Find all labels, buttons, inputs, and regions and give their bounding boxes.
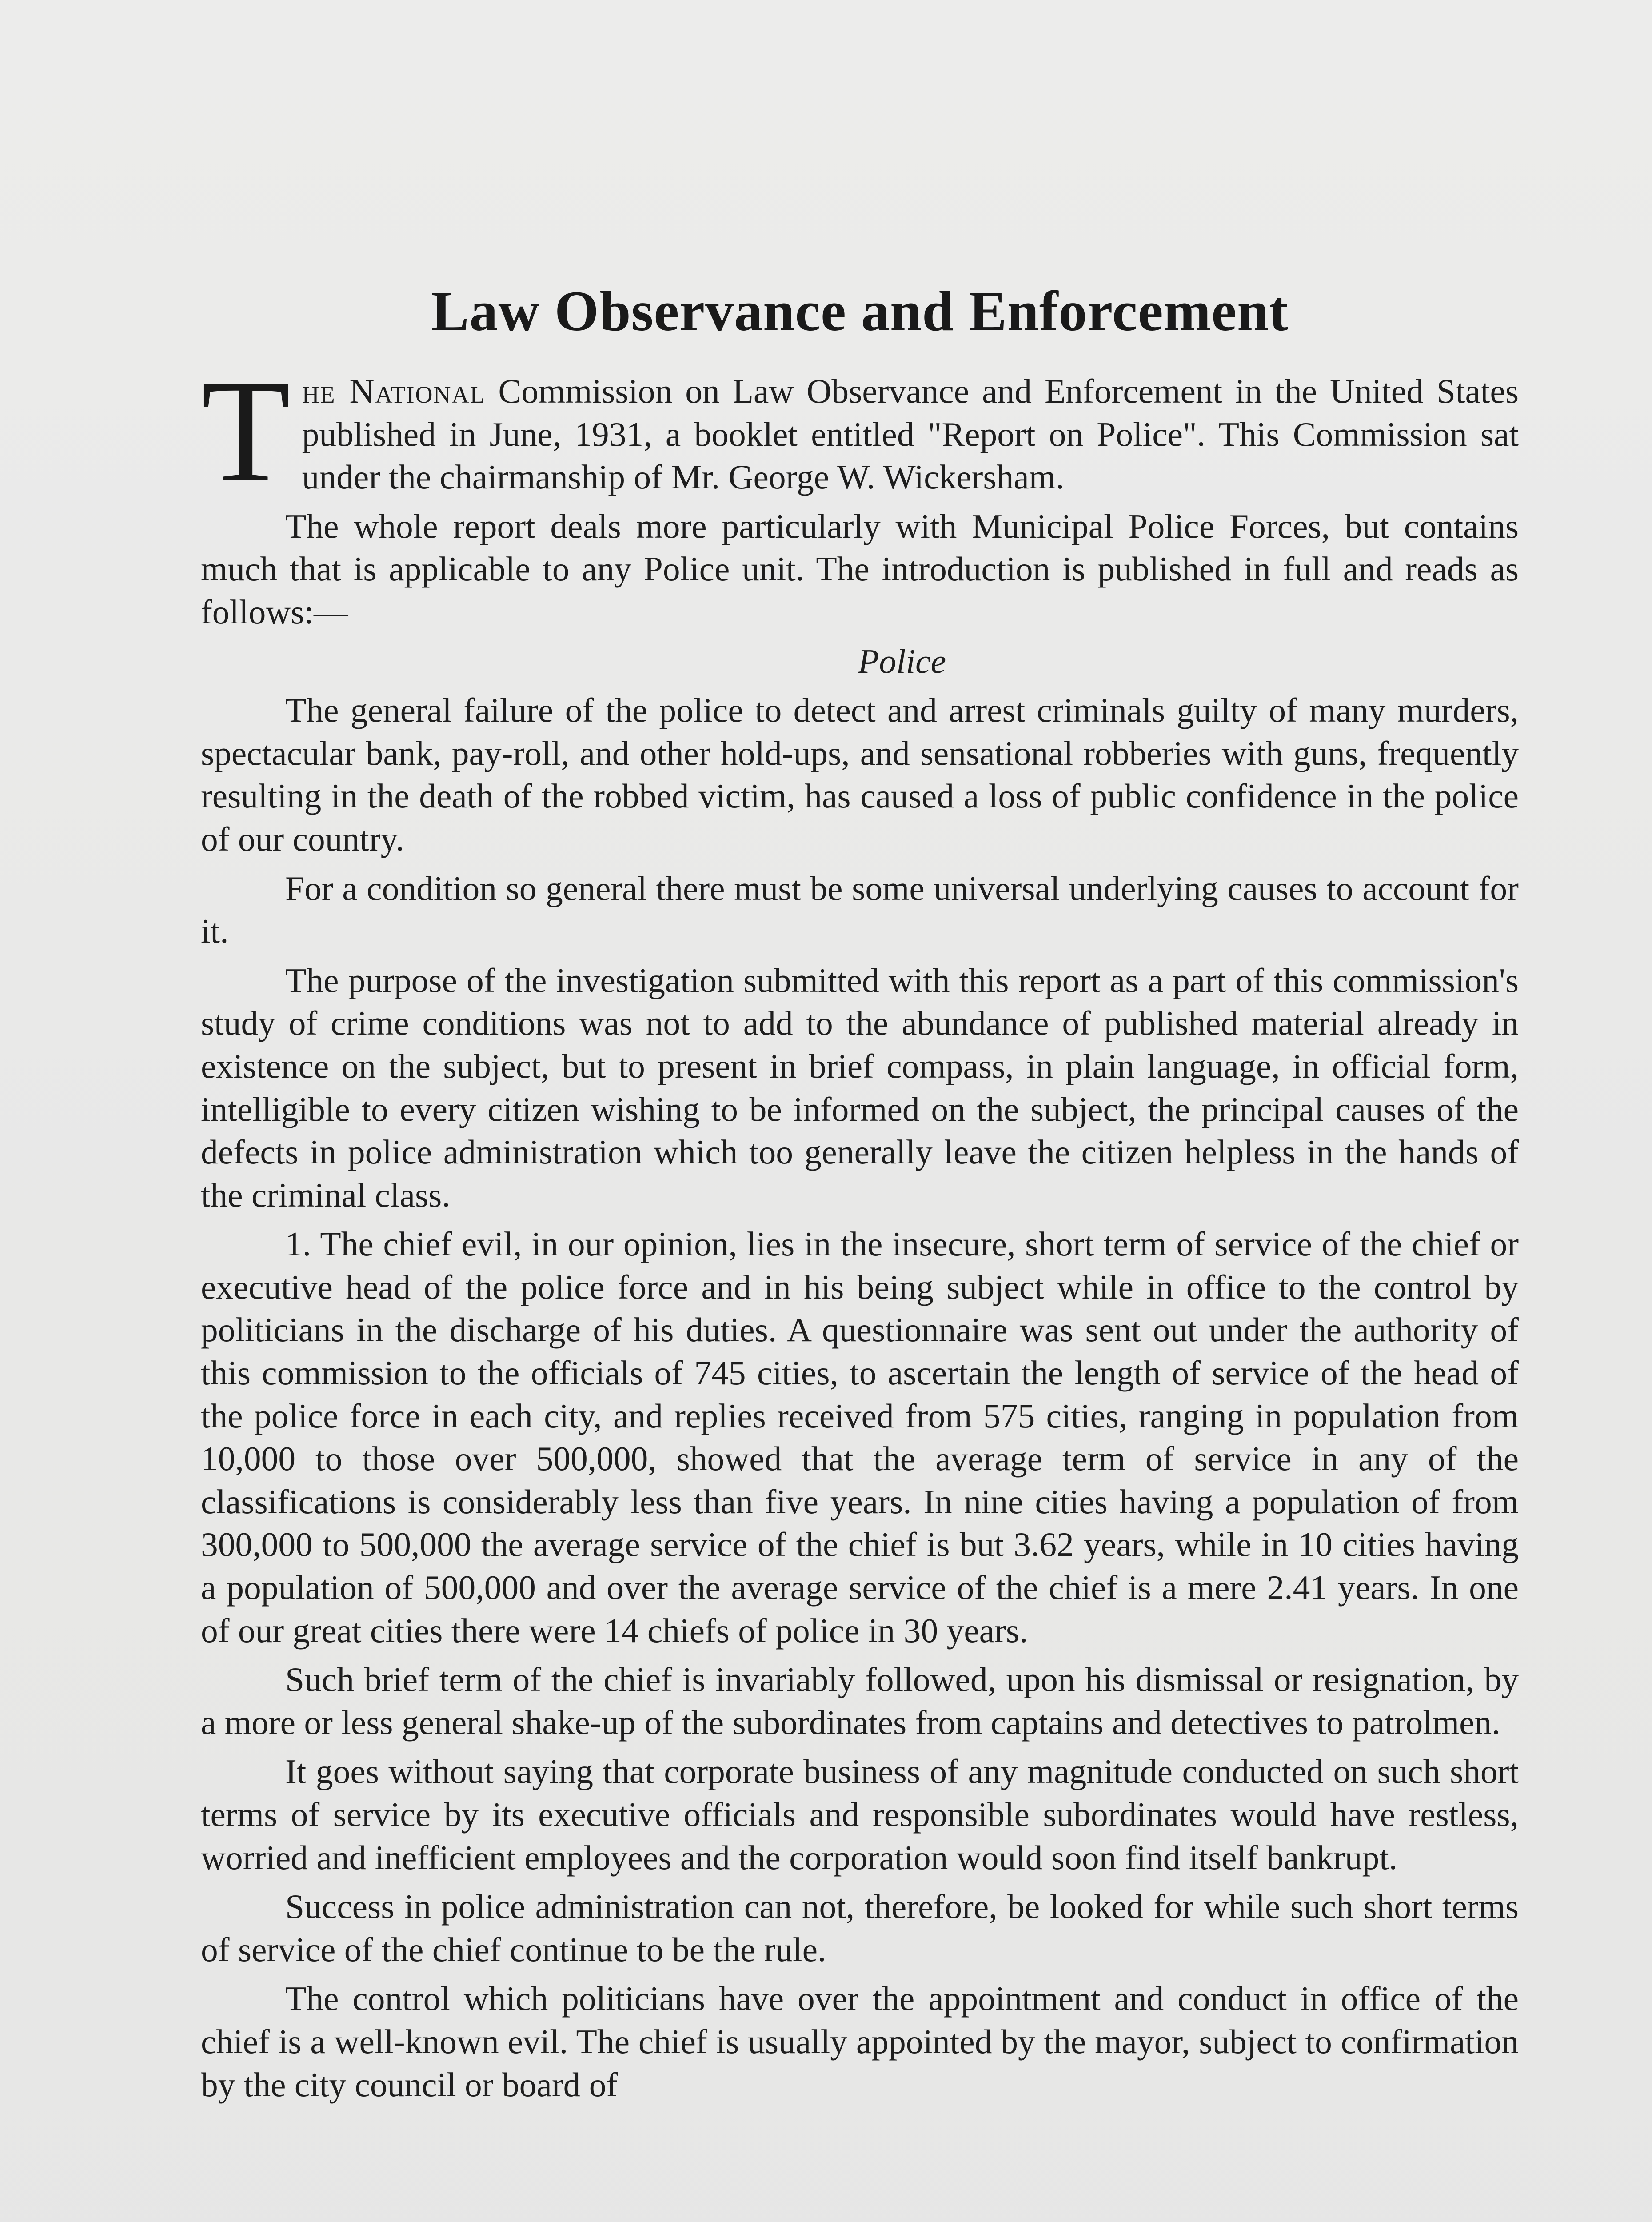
paragraph: Success in police administration can not, therefore, be looked for while such short terms of service of the chief continue to be the rule. <box>201 1887 1519 1969</box>
paragraph: 1. The chief evil, in our opinion, lies in the insecure, short term of service of the chief or executive head of the police force and in his being subject while in office to the control by politicians in the discharge of his duties. A questionnaire was sent out under the authority of this commission to the officials of 745 cities, to ascertain the length of service of the head of the police force in each city, and replies received from 575 cities, ranging in population from 10,000 to those over 500,000, showed that the average term of service in any of the classifications is considerably less than five years. In nine cities having a population of from 300,000 to 500,000 the average service of the chief is but 3.62 years, while in 10 cities having a population of 500,000 and over the average service of the chief is a mere 2.41 years. In one of our great cities there were 14 chiefs of police in 30 years. <box>201 1225 1519 1650</box>
drop-cap: T <box>201 350 291 512</box>
paragraph: The purpose of the investigation submitted with this report as a part of this commission's study of crime conditions was not to add to the abundance of published material already in existence on the subject, but to present in brief compass, in plain language, in official form, intelligible to every citizen wishing to be informed on the subject, the principal causes of the defects in police administration which too generally leave the citizen helpless in the hands of the criminal class. <box>201 961 1519 1214</box>
paragraph: It goes without saying that corporate business of any magnitude conducted on such short terms of service by its executive officials and responsible subordinates would have restless, worried and inefficient employees and the corporation would soon find itself bankrupt. <box>201 1752 1519 1877</box>
intro-paragraph <box>201 350 1519 512</box>
paragraph: The general failure of the police to detect and arrest criminals guilty of many murders, spectacular bank, pay-roll, and other hold-ups, and sensational robberies with guns, frequently resulting in the death of the robbed victim, has caused a loss of public confidence in the police of our country. <box>201 691 1519 858</box>
paragraph: The control which politicians have over the appointment and conduct in office of the chief is a well-known evil. The chief is usually appointed by the mayor, subject to confirmation by the city council or board of <box>201 1979 1519 2104</box>
intro-smallcaps: he National <box>302 372 486 410</box>
paragraph: For a condition so general there must be some universal underlying causes to account for it. <box>201 869 1519 951</box>
paragraph: Such brief term of the chief is invariably followed, upon his dismissal or resignation, by a more or less general shake-up of the subordinates from captains and detectives to patrolmen. <box>201 1660 1519 1742</box>
page-title: Law Observance and Enforcement <box>431 280 1289 343</box>
article-body <box>201 350 1519 2112</box>
paragraph: The whole report deals more particularly with Municipal Police Forces, but contains much that is applicable to any Police unit. The introduction is published in full and reads as follows:— <box>201 507 1519 631</box>
intro-text: Commission on Law Observance and Enforcement in the United States published in June, 1931, a booklet entitled "Report on Police". This Commission sat under the chairmanship of Mr. George W. Wickersham. <box>302 372 1519 496</box>
section-subheading: Police <box>858 642 946 680</box>
